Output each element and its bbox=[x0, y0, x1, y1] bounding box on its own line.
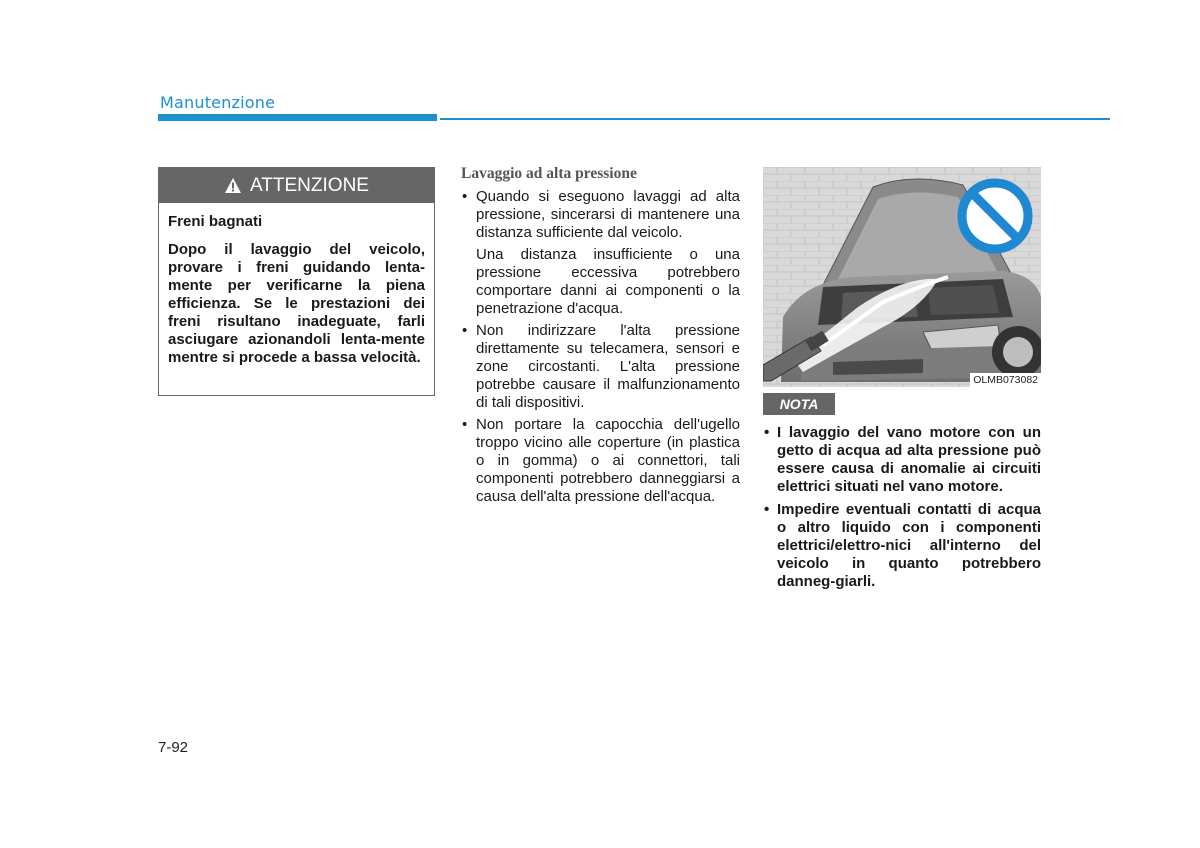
warning-text: Dopo il lavaggio del veicolo, provare i freni guidando lenta-mente per verificarne la piena efficienza. Se le prestazioni dei freni risultano inadeguate, farli asciugare azionandoli lenta-mente mentre si procede a bassa velocità. bbox=[168, 241, 425, 366]
list-item-text: • Non portare la capocchia dell'ugello troppo vicino alle coperture (in plastica o in gomma) o ai connettori, tali componenti potrebbero danneggiarsi a causa dell'alta pressione dell'acqua. bbox=[476, 416, 740, 505]
engine-wash-illustration bbox=[763, 167, 1041, 387]
note-badge: NOTA bbox=[763, 393, 835, 415]
warning-triangle-icon bbox=[224, 177, 242, 194]
list-item bbox=[461, 188, 740, 318]
list-item-text: Una distanza insufficiente o una pressione eccessiva potrebbero comportare danni ai componenti o la penetrazione d'acqua. bbox=[476, 246, 740, 317]
figure-code: OLMB073082 bbox=[970, 373, 1041, 387]
list-item bbox=[461, 416, 740, 506]
section-title: Lavaggio ad alta pressione bbox=[461, 165, 637, 182]
header-accent-bar bbox=[158, 114, 437, 121]
list-item bbox=[461, 322, 740, 412]
list-item-text: • Non indirizzare l'alta pressione direttamente su telecamera, sensori e zone circostanti. L'alta pressione potrebbe causare il malfunzionamento di tali dispositivi. bbox=[476, 322, 740, 411]
warning-box bbox=[158, 167, 435, 396]
note-item: • I lavaggio del vano motore con un getto di acqua ad alta pressione può essere causa di anomalie ai circuiti elettrici situati nel vano motore. bbox=[763, 424, 1041, 496]
page-number: 7-92 bbox=[158, 739, 189, 756]
instruction-list bbox=[461, 188, 740, 506]
warning-subtitle: Freni bagnati bbox=[168, 213, 263, 230]
main-column bbox=[461, 165, 740, 510]
warning-header bbox=[159, 168, 434, 203]
warning-title: ATTENZIONE bbox=[250, 174, 369, 196]
no-symbol-icon bbox=[962, 183, 1028, 249]
list-item-text: • Quando si eseguono lavaggi ad alta pressione, sincerarsi di mantenere una distanza sufficiente dal veicolo. bbox=[476, 188, 740, 241]
note-item: • Impedire eventuali contatti di acqua o altro liquido con i componenti elettrici/elettro-nici all'interno del veicolo in quanto potrebbero danneg-giarli. bbox=[763, 501, 1041, 591]
illustration-graphic bbox=[763, 167, 1041, 387]
section-header: Manutenzione bbox=[160, 93, 276, 112]
header-rule bbox=[440, 118, 1110, 120]
note-list bbox=[763, 424, 1041, 596]
